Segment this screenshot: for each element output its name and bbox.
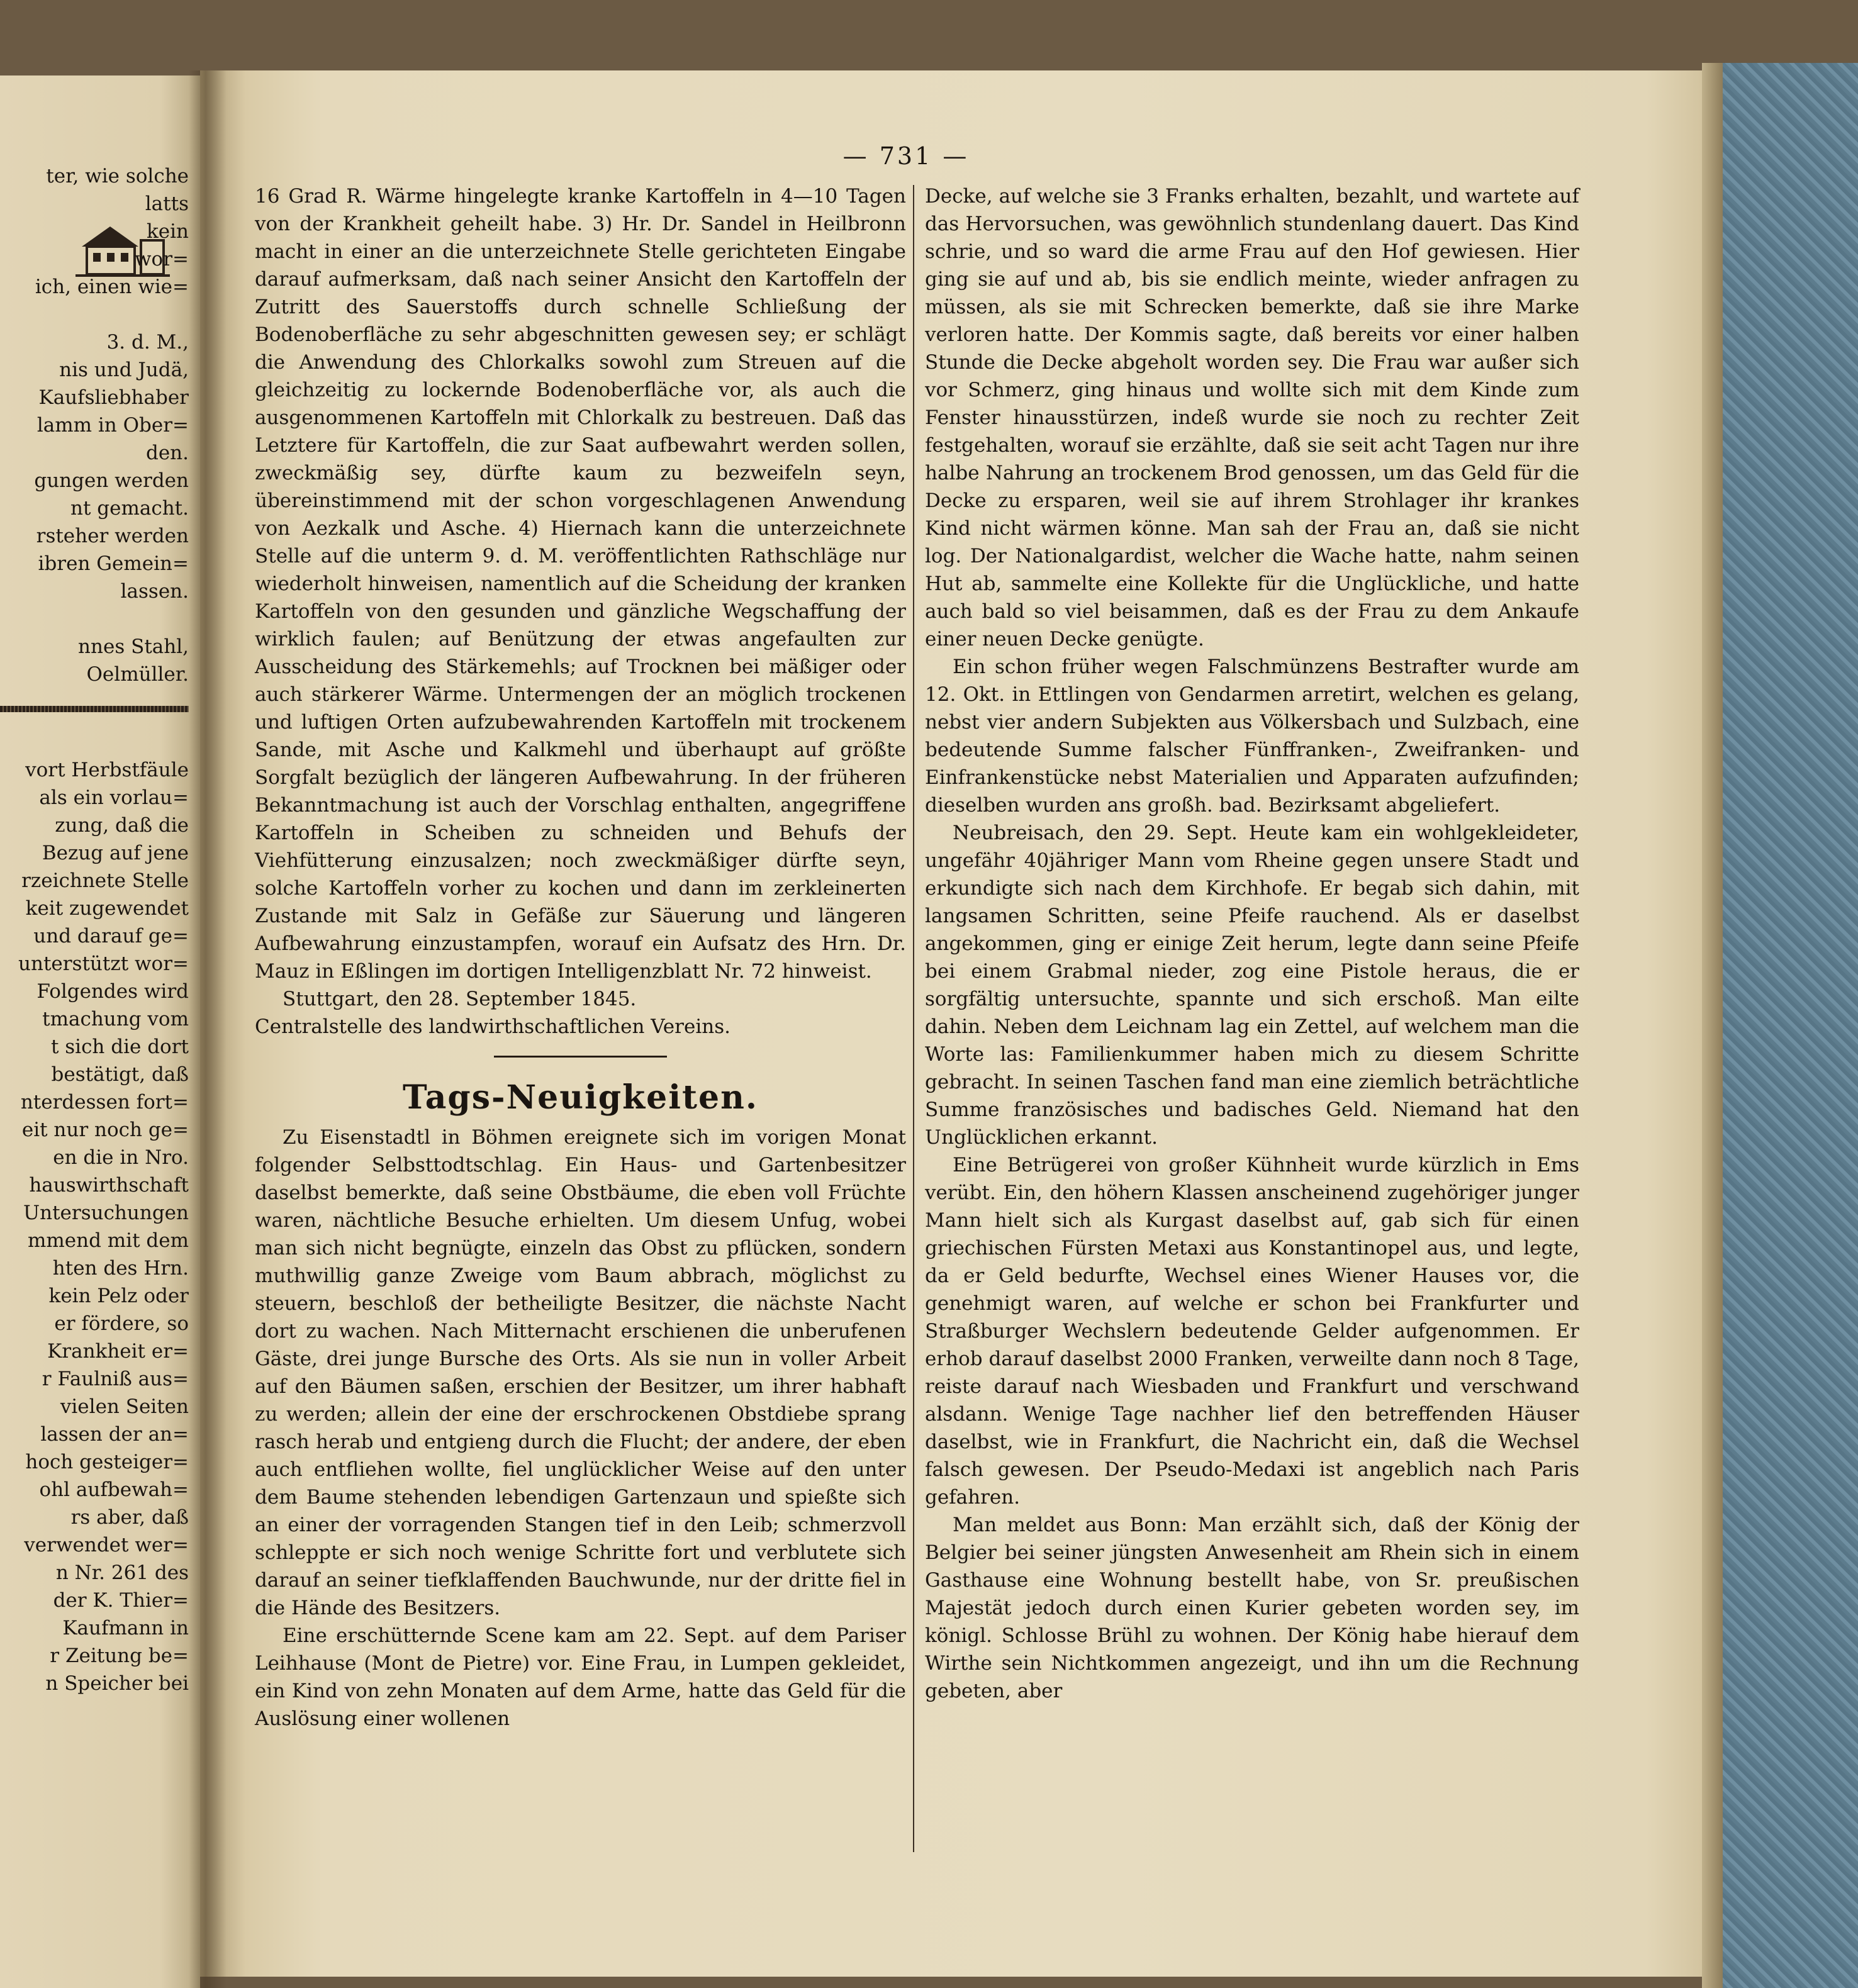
left-column-line: 3. d. M., [106,331,189,354]
left-column-line: eit nur noch ge= [21,1119,189,1141]
left-column-line: mmend mit dem [27,1229,189,1252]
left-column-line: Untersuchungen [23,1202,189,1224]
left-column-line: ohl aufbewah= [39,1478,189,1501]
article-kartoffeln-text: 16 Grad R. Wärme hingelegte kranke Kartoffeln in 4—10 Tagen von der Krankheit geheilt habe. 3) Hr. Dr. Sandel in Heilbronn macht in einer an die unterzeichnete Stelle gerichteten Eingabe darauf aufmerksam, daß nach seiner Ansicht den Kartoffeln der Zutritt des Sauerstoffs durch schnelle Schließung der Bodenoberfläche zu sehr abgeschnitten gewesen sey; er schlägt die Anwendung des Chlorkalks sowohl zum Streuen auf die gleichzeitig zu lockernde Bodenoberfläche vor, als auch die ausgenommenen Kartoffeln mit Chlorkalk zu bestreuen. Daß das Letztere für Kartoffeln, die zur Saat aufbewahrt werden sollen, zweckmäßig sey, dürfte kaum zu bezweifeln seyn, übereinstimmend mit der schon vorgeschlagenen Anwendung von Aezkalk und Asche. 4) Hiernach kann die unterzeichnete Stelle auf die unterm 9. d. M. veröffentlichten Rathschläge nur wiederholt hinweisen, namentlich auf die Scheidung der kranken Kartoffeln von den gesunden und gänzliche Wegschaffung der wirklich faulen; auf Benützung der etwas angefaulten zur Ausscheidung des Stärkemehls; auf Trocknen bei mäßiger oder auch stärkerer Wärme. Untermengen der an möglich trockenen und luftigen Orten aufzubewahrenden Kartoffeln mit trockenem Sande, mit Asche und Kalkmehl und überhaupt auf größte Sorgfalt bezüglich der längeren Aufbewahrung. In der früheren Bekanntmachung ist auch der Vorschlag enthalten, angegriffene Kartoffeln in Scheiben zu schneiden und Behufs der Viehfütterung einzusalzen; noch zweckmäßiger dürfte seyn, solche Kartoffeln vorher zu kochen und dann im zerkleinerten Zustande mit Salz in Gefäße zur Säuerung und längeren Aufbewahrung einzustampfen, worauf ein Aufsatz des Hrn. Dr. Mauz in Eßlingen im dortigen Intelligenzblatt Nr. 72 hinweist. [255,185,906,983]
left-column-line: lassen. [120,580,189,603]
book-gutter [189,70,227,1988]
left-column-line: vielen Seiten [60,1395,189,1418]
left-column-line: r Faulniß aus= [42,1368,189,1390]
left-column-line: kein Pelz oder [48,1285,189,1307]
book-cover-board [1723,63,1858,1988]
section-headline: Tags-Neuigkeiten. [402,1078,759,1117]
left-column-line: keit zugewendet [25,897,189,920]
left-column-line: hoch gesteiger= [25,1451,189,1473]
left-column-line [0,605,189,633]
left-column-divider [0,706,189,712]
left-column-line: nt gemacht. [70,497,189,520]
article-neubreisach: Neubreisach, den 29. Sept. Heute kam ein wohlgekleideter, ungefähr 40jähriger Mann vom Rheine gegen unsere Stadt und erkundigte sich nach dem Kirchhofe. Er begab sich dahin, mit langsamen Schritten, seine Pfeife rauchend. Als er daselbst angekommen, ging er einige Zeit herum, legte dann seine Pfeife bei einem Grabmal nieder, zog eine Pistole heraus, die er sorgfältig untersuchte, spannte und sich erschoß. Man eilte dahin. Neben dem Leichnam lag ein Zettel, auf welchem man die Worte las: Familienkummer haben mich zu diesem Schritte gebracht. In seinen Taschen fand man eine ziemlich beträchtliche Summe französisches und badisches Geld. Niemand hat den Unglücklichen erkannt. [925,822,1579,1149]
left-column-line: ich, einen wie= [35,276,189,298]
left-column-line: ibren Gemein= [38,552,189,575]
left-column-line: rzeichnete Stelle [21,869,189,892]
left-column-line: lassen der an= [40,1423,189,1446]
left-column-line: Krankheit er= [47,1340,189,1363]
left-column-line: als ein vorlau= [39,786,189,809]
signoff: Centralstelle des landwirthschaftlichen Vereins. [255,1015,730,1038]
left-column-line: den. [145,442,189,464]
left-column-line: nis und Judä, [59,359,189,381]
article-eisenstadtl: Zu Eisenstadtl in Böhmen ereignete sich im vorigen Monat folgender Selbsttodtschlag. Ein Haus- und Gartenbesitzer daselbst bemerkte, daß seine Obstbäume, die eben voll Früchte waren, nächtliche Besuche erhielten. Um diesem Unfug, wobei man sich nicht begnügte, einzeln das Obst zu pflücken, sondern muthwillig ganze Zweige vom Baum abbrach, möglichst zu steuern, beschloß der betheiligte Besitzer, die nächste Nacht dort zu wachen. Nach Mitternacht erschienen die unberufenen Gäste, drei junge Bursche des Orts. Als sie nun in voller Arbeit auf den Bäumen saßen, erschien der Besitzer, um ihrer habhaft zu werden; allein der eine der erschrockenen Obstdiebe sprang rasch herab und entgieng durch die Flucht; der andere, der eben auch entfliehen wollte, fiel unglücklicher Weise auf den unter dem Baume stehenden lebendigen Gartenzaun und spießte sich an einer der vorragenden Stangen tief in den Leib; schmerzvoll schleppte er sich noch wenige Schritte fort und verblutete sich darauf an seiner tiefklaffenden Bauchwunde, nur der dritte fiel in die Hände des Besitzers. [255,1126,906,1619]
book-page-edges [1702,63,1723,1988]
left-column-line: n Nr. 261 des [55,1561,189,1584]
left-column-line: ter, wie solche [46,165,189,187]
left-column-line: gungen werden [34,469,189,492]
left-column-line [0,301,189,328]
article-falschmuenzer: Ein schon früher wegen Falschmünzens Bestrafter wurde am 12. Okt. in Ettlingen von Gendarmen arretirt, welchen es gelang, nebst vier andern Subjekten aus Völkersbach und Sulzbach, eine bedeutende Summe falscher Fünffranken-, Zweifranken- und Einfrankenstücke nebst Materialien und Apparaten aufzufinden; dieselben wurden ans großh. bad. Bezirksamt abgeliefert. [925,656,1579,817]
left-column-line: Oelmüller. [86,663,189,686]
left-column-line: er fördere, so [54,1312,189,1335]
left-column-line: der K. Thier= [53,1589,189,1612]
left-column-line: hten des Hrn. [52,1257,189,1280]
left-column-line: und darauf ge= [33,925,189,947]
article-paris-leihhaus: Eine erschütternde Scene kam am 22. Sept. auf dem Pariser Leihhause (Mont de Pietre) vor. Eine Frau, in Lumpen gekleidet, ein Kind von zehn Monaten auf dem Arme, hatte das Geld für die Auslösung einer wollenen [255,1624,906,1730]
dateline: Stuttgart, den 28. September 1845. [283,988,637,1010]
left-column-line: tmachung vom [42,1008,189,1030]
middle-column [255,182,906,1733]
right-column [925,182,1579,1705]
left-column-line: Kaufsliebhaber [38,386,189,409]
article-bonn: Man meldet aus Bonn: Man erzählt sich, daß der König der Belgier bei seiner jüngsten Anwesenheit am Rhein sich in einem Gasthause eine Wohnung bestellt habe, von Sr. preußischen Majestät jedoch durch einen Kurier gebeten worden sey, im königl. Schlosse Brühl zu wohnen. Der König habe hierauf dem Wirthe sein Nichtkommen angezeigt, und ihn um die Rechnung gebeten, aber [925,1514,1579,1702]
column-rule [913,185,914,1852]
left-column-line: nterdessen fort= [20,1091,189,1114]
left-column-line: en die in Nro. [53,1146,189,1169]
left-column-line: latts [145,193,189,215]
left-column-line: verwendet wer= [24,1534,189,1556]
left-column-line: rs aber, daß [70,1506,189,1529]
left-column-line: unterstützt wor= [18,952,189,975]
left-column-line: rsteher werden [36,525,189,547]
left-column-line: kein [146,220,189,243]
left-column-line: hauswirthschaft [29,1174,189,1197]
left-column-line: wor= [135,248,189,271]
left-column-line: bestätigt, daß [51,1063,189,1086]
left-column-line: vort Herbstfäule [25,759,189,781]
left-column-line: Bezug auf jene [42,842,189,864]
article-ems: Eine Betrügerei von großer Kühnheit wurde kürzlich in Ems verübt. Ein, den höhern Klassen anscheinend zugehöriger junger Mann hielt sich als Kurgast daselbst auf, gab sich für einen griechischen Fürsten Metaxi aus Konstantinopel aus, und legte, da er Geld bedurfte, Wechsel eines Wiener Hauses vor, die genehmigt waren, auf welche er schon bei Frankfurter und Straßburger Wechslern bedeutende Gelder aufgenommen. Er erhob darauf daselbst 2000 Franken, verweilte dann noch 8 Tage, reiste darauf nach Wiesbaden und Frankfurt und verschwand alsdann. Wenige Tage nachher lief den betreffenden Häuser daselbst, wie in Frankfurt, die Nachricht ein, daß die Wechsel falsch gewesen. Der Pseudo-Medaxi ist angeblich nach Paris gefahren. [925,1154,1579,1509]
page-number: — 731 — [842,142,970,170]
left-column-line: r Zeitung be= [50,1645,189,1667]
left-column-line: Kaufmann in [62,1617,189,1639]
left-column-line: lamm in Ober= [36,414,189,437]
left-column-line: zung, daß die [55,814,189,837]
left-column-line: Folgendes wird [36,980,189,1003]
left-column-line: nnes Stahl, [78,635,189,658]
article-paris-continued: Decke, auf welche sie 3 Franks erhalten, bezahlt, und wartete auf das Hervorsuchen, was gewöhnlich stundenlang dauert. Das Kind schrie, und so ward die arme Frau auf den Hof gewiesen. Hier ging sie auf und ab, bis sie endlich meinte, wieder anfragen zu müssen, als sie mit Schrecken bemerkte, daß sie ihre Marke verloren hatte. Der Kommis sagte, daß bereits vor einer halben Stunde die Decke abgeholt worden sey. Die Frau war außer sich vor Schmerz, ging hinaus und wollte sich mit dem Kinde zum Fenster hinausstürzen, indeß wurde sie noch zu rechter Zeit festgehalten, worauf sie erzählte, daß sie seit acht Tagen nur ihre halbe Nahrung an trockenem Brod genossen, um das Geld für die Decke zu ersparen, weil sie auf ihrem Strohlager ihr krankes Kind nicht wärmen könne. Man sah der Frau an, daß sie nicht log. Der Nationalgardist, welcher die Wache hatte, nahm seinen Hut ab, sammelte eine Kollekte für die Unglückliche, und hatte auch bald so viel beisammen, daß es der Frau zu dem Ankaufe einer neuen Decke genügte. [925,185,1579,651]
left-column-line: n Speicher bei [45,1672,189,1695]
left-column-line: t sich die dort [50,1036,189,1058]
left-page-column [0,162,189,1697]
section-divider [255,1044,906,1069]
